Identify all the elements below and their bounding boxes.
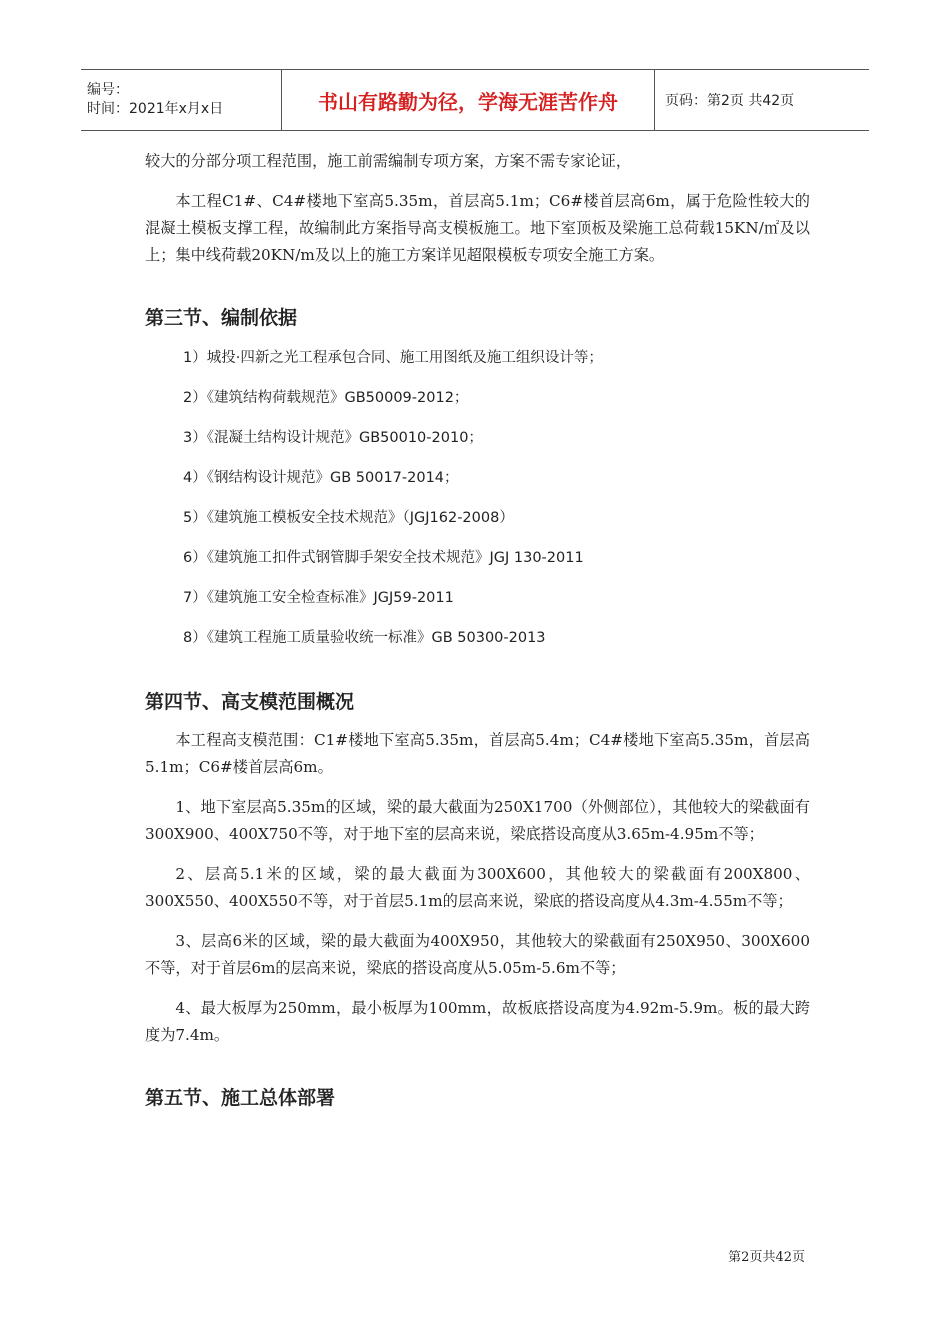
document-date: 时间：2021年x月x日: [87, 101, 224, 117]
header-motto: 书山有路勤为径，学海无涯苦作舟: [281, 70, 655, 130]
page-header: [81, 69, 869, 131]
list-item: 6）《建筑施工扣件式钢管脚手架安全技术规范》JGJ 130-2011: [183, 550, 584, 566]
document-body: [145, 148, 810, 1113]
section-heading: 第四节、高支模范围概况: [145, 691, 355, 713]
list-item: 4）《钢结构设计规范》GB 50017-2014；: [183, 470, 459, 486]
header-page-number: 页码：第2页 共42页: [665, 93, 795, 109]
paragraph: 4、最大板厚为250mm，最小板厚为100mm，故板底搭设高度为4.92m-5.9m。板的最大跨度为7.4m。: [145, 999, 810, 1044]
list-item: 8）《建筑工程施工质量验收统一标准》GB 50300-2013: [183, 630, 546, 646]
paragraph: 本工程高支模范围：C1#楼地下室高5.35m，首层高5.4m；C4#楼地下室高5.35m，首层高5.1m；C6#楼首层高6m。: [145, 731, 810, 776]
header-meta: [81, 70, 281, 130]
list-item: 7）《建筑施工安全检查标准》JGJ59-2011: [183, 590, 454, 606]
document-number-label: 编号：: [87, 82, 129, 98]
list-item: 1）城投·四新之光工程承包合同、施工用图纸及施工组织设计等；: [183, 350, 603, 366]
list-item: 5）《建筑施工模板安全技术规范》（JGJ162-2008）: [183, 510, 514, 526]
paragraph: 2、层高5.1米的区域，梁的最大截面为300X600，其他较大的梁截面有200X800、300X550、400X550不等，对于首层5.1m的层高来说，梁底的搭设高度从4.3m-4.55m不等；: [145, 865, 810, 910]
paragraph: 3、层高6米的区域，梁的最大截面为400X950，其他较大的梁截面有250X950、300X600不等，对于首层6m的层高来说，梁底的搭设高度从5.05m-5.6m不等；: [145, 932, 810, 977]
section-heading: 第五节、施工总体部署: [145, 1087, 336, 1109]
paragraph: 1、地下室层高5.35m的区域，梁的最大截面为250X1700（外侧部位），其他较大的梁截面有300X900、400X750不等，对于地下室的层高来说，梁底搭设高度从3.65m-4.95m不等；: [145, 798, 810, 843]
paragraph: 本工程C1#、C4#楼地下室高5.35m，首层高5.1m；C6#楼首层高6m，属于危险性较大的混凝土模板支撑工程，故编制此方案指导高支模板施工。地下室顶板及梁施工总荷载15KN/㎡及以上；集中线荷载20KN/m及以上的施工方案详见超限模板专项安全施工方案。: [145, 192, 810, 264]
section-heading: 第三节、编制依据: [145, 307, 298, 329]
page-footer: 第2页共42页: [728, 1250, 805, 1265]
list-item: 3）《混凝土结构设计规范》GB50010-2010；: [183, 430, 483, 446]
list-item: 2）《建筑结构荷载规范》GB50009-2012；: [183, 390, 469, 406]
paragraph: 较大的分部分项工程范围，施工前需编制专项方案，方案不需专家论证，: [145, 152, 631, 170]
